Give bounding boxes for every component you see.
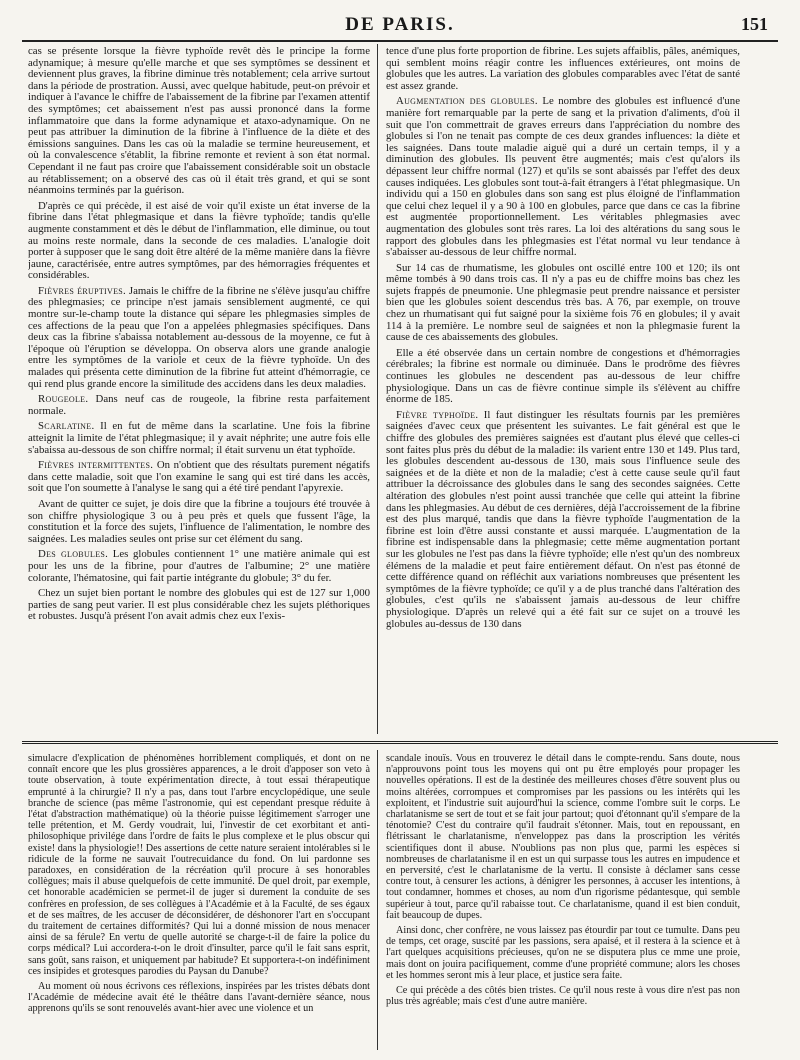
paragraph: cas se présente lorsque la fièvre typhoïde revêt dès le principe la forme adynamique; à mesure qu'elle marche et que ses symptômes se dessinent et deviennent plus graves, la fibrine diminue très notablement; cela arrive surtout dans la période de prostration. Aussi, avec quelque habitude, peut-on prévoir et indiquer à l'avance le chiffre de l'abaissement de la fibrine par l'examen attentif des symptômes; cet abaissement n'est pas aussi prononcé dans la forme inflammatoire que dans la forme adynamique et ataxo-adynamique. On ne peut pas attribuer la diminution de la fibrine à l'influence de la diète et des émissions sanguines. Dans les cas où la maladie se termine heureusement, et où la convalescence s'établit, la fibrine remonte et revient à son état normal. Cependant il ne faut pas croire que l'abaissement considérable soit un obstacle au rétablissement; on a observé des cas où il était très grand, et qui se sont néanmoins terminés par la guérison. xyxy=(28,46,370,197)
page-number: 151 xyxy=(741,14,768,34)
paragraph-text: Les globules contiennent 1° une matière animale qui est pour les uns de la fibrine, pour d'autres de l'albumine; 2° une matière colorante, l'hématosine, qui fait partie intégrante du globule; 3° du fer. xyxy=(28,548,370,584)
paragraph-text: Dans neuf cas de rougeole, la fibrine resta parfaitement normale. xyxy=(28,393,370,417)
column-divider xyxy=(377,44,378,734)
paragraph xyxy=(28,549,370,584)
section-heading: Rougeole. xyxy=(38,393,89,406)
paragraph: Au moment où nous écrivons ces réflexions, inspirées par les tristes débats dont l'Académie de médecine avait été le théâtre dans l'avant-dernière séance, nous apprenons qu'ils se sont renouvelés avant-hier avec une violence et un xyxy=(28,981,370,1015)
paragraph xyxy=(28,394,370,417)
column-divider xyxy=(377,750,378,1050)
paragraph xyxy=(28,460,370,495)
header-rule xyxy=(22,40,778,42)
running-title: DE PARIS. xyxy=(345,14,455,35)
paragraph: simulacre d'explication de phénomènes horriblement compliqués, et dont on ne connaît encore que les plus grossières apparences, a le droit d'apposer son veto à toute observation, à toute expérimentation directe, à tout essai thérapeutique emprunté à la chirurgie? Il n'y a pas, dans tout l'arbre encyclopédique, une seule branche de science (pas même l'astronomie, qui est cependant presque réduite à l'état d'abstraction mathématique) où la théorie puisse légitimement s'arroger une telle prétention, et M. Gerdy voudrait, lui, l'investir de cet exorbitant et anti-philosophique privilége dans l'ordre de faits le plus complexe et le plus obscur qui existe! dans la physiologie!! Des assertions de cette nature seraient intolérables si le ridicule de la forme ne sauvait l'outrecuidance du fond. On lui pardonne ses paradoxes, en considération de la récréation qu'il procure à ses honorables collègues; mais il abuse quelquefois de cette immunité. De quel droit, par exemple, cet honorable académicien se permet-il de juger si durement la conduite de ses confrères en profession, de ses collègues à l'Académie et à la Faculté, de ses égaux et de ses maîtres, de les accuser de déconsidérer, de déshonorer l'art en s'occupant du traitement de certaines difformités? Qui lui a donné mission de nous menacer ainsi de sa férule? En vertu de quelle autorité se charge-t-il de faire la police du corps médical? Lui accordera-t-on le droit d'insulter, parce qu'il le fait sans esprit, sans goût, sans raison, et uniquement par habitude? Et supportera-t-on indéfiniment ces insipides et grotesques parodies du Paysan du Danube? xyxy=(28,753,370,977)
paragraph: Ainsi donc, cher confrère, ne vous laissez pas étourdir par tout ce tumulte. Dans peu de temps, cet orage, suscité par les passions, sera apaisé, et il restera à la science et à l'art quelques acquisitions précieuses, qu'on ne se disputera plus ce mme une proie, mais dont on jouira pacifiquement, comme d'une propriété commune; alors les choses et les hommes seront mis à leur place, et justice sera faite. xyxy=(386,925,740,981)
section-heading: Des globules. xyxy=(38,548,109,561)
page-header xyxy=(28,14,772,40)
section-heading: Scarlatine. xyxy=(38,420,95,433)
paragraph: D'après ce qui précède, il est aisé de voir qu'il existe un état inverse de la fibrine dans l'état phlegmasique et dans la fièvre typhoïde; tandis qu'elle augmente constamment et dès le début de l'inflammation, elle diminue, ou tout au moins reste normale, dans la seconde de ces maladies. L'analogie doit porter à supposer que le sang doit être altéré de la même manière dans la fièvre jaune, caractérisée, entre autres symptômes, par des hémorragies fréquentes et considérables. xyxy=(28,199,370,282)
paragraph: Elle a été observée dans un certain nombre de congestions et d'hémorragies cérébrales; la fibrine est normale ou diminuée. Dans le prodrôme des fièvres continues les globules ne descendent pas au-dessous de leur chiffre physiologique. Dans un cas de fièvre continue simple ils s'élèvent au chiffre énorme de 185. xyxy=(386,346,740,406)
feuilleton-left-column xyxy=(28,753,370,1053)
section-heading: Augmentation des globules. xyxy=(396,95,538,108)
paragraph-text: Il faut distinguer les résultats fournis par les premières saignées d'avec ceux que présentent les suivantes. Le fait général est que le chiffre des globules des premières saignées est d'autant plus élevé que celles-ci sont faites plus près du début de la maladie: ils varient entre 130 et 149. Plus tard, les globules descendent au-dessous de 130, mais sous l'influence seule des saignées et de la diète et non de la maladie; c'est à cette cause seule qu'il faut attribuer la décroissance des globules dans le sang des secondes saignées. Cette altération des globules n'est point aussi tranchée que celle qui atteint la fibrine dans les phlegmasies. Au début de ces dernières, déjà l'accroissement de la fibrine est des plus marqué, tandis que dans la fièvre typhoïde l'augmentation de la fibrine est loin d'être aussi constante et aussi marquée. L'augmentation de la fibrine est indispensable dans la phlegmasie; cette même augmentation portant sur les globules ne l'est pas dans la fièvre typhoïde; elle n'est qu'un des nombreux élémens de la maladie et peut faire entièrement défaut. On n'est pas étonné de cette différence quand on réfléchit aux variations nombreuses que présentent les symptômes de la fièvre typhoïde; ce qu'il y a de plus tranché dans l'altération des globules, c'est qu'ils ne s'abaissent jamais au-dessous de leur chiffre physiologique. D'après un relevé qui a été fait sur ce sujet on a trouvé les globules au-dessus de 130 dans xyxy=(386,408,740,630)
section-heading: Fièvres éruptives. xyxy=(38,284,127,297)
paragraph: scandale inouïs. Vous en trouverez le détail dans le compte-rendu. Sans doute, nous n'approuvons point tous les moyens qui ont pu être employés pour propager les nouvelles opérations. Il est de la destinée des meilleures choses d'être souvent plus ou moins altérées, corrompues et compromises par les passions ou les intérêts qui les exploitent, et l'industrie suit aujourd'hui la science, comme l'ombre suit le corps. Le charlatanisme se sert de tout et se fait jour partout; quoi d'étonnant qu'il s'empare de la ténotomie? C'est du contraire qu'il faudrait s'étonner. Mais, tout en repoussant, en flétrissant le charlatanisme, n'enveloppez pas dans la proscription les vérités scientifiques dont il abuse. N'oublions pas non plus que, parmi les espèces si nombreuses de charlatanisme il en est un qui surpasse tous les autres en impudence et en perversité, c'est le charlatanisme de la vertu. Il consiste à déclamer sans cesse contre tout, à censurer les actions, à dénigrer les personnes, à accuser les intentions, à tout condamner, hommes et choses, au nom d'un rigorisme pédantesque, qui semble supérieur à tout, parce qu'il rabaisse tout. Ce charlatanisme, quand il est bien conduit, fait beaucoup de dupes. xyxy=(386,753,740,921)
paragraph xyxy=(28,286,370,390)
paragraph: tence d'une plus forte proportion de fibrine. Les sujets affaiblis, pâles, anémiques, qui semblent moins réagir contre les influences extérieures, ont moins de globules que les autres. La variation des globules comparables avec l'état de santé est assez grande. xyxy=(386,46,740,92)
paragraph: Sur 14 cas de rhumatisme, les globules ont oscillé entre 100 et 120; ils ont même tombés à 90 dans trois cas. Il n'y a pas eu de chiffre moins bas chez les sujets frappés de pneumonie. Une phlegmasie peut prendre naissance et persister bien que les globules soient descendus très bas. A 76, par exemple, on trouve chez un rhumatisant qui fut saigné pour la sixième fois 76 en globules; il y avait 114 à la première. Le nombre seul de saignées et non la phlegmasie furent la cause de ces abaissements des globules. xyxy=(386,261,740,344)
paragraph xyxy=(28,421,370,456)
feuilleton-right-column xyxy=(386,753,740,1053)
right-column xyxy=(386,46,740,731)
feuilleton-separator xyxy=(22,741,778,744)
paragraph: Chez un sujet bien portant le nombre des globules qui est de 127 sur 1,000 parties de sang peut varier. Il est plus considérable chez les sujets pléthoriques et robustes. Jusqu'à présent l'on avait admis chez eux l'exis- xyxy=(28,587,370,623)
paragraph-text: Il en fut de même dans la scarlatine. Une fois la fibrine atteignit la limite de l'état phlegmasique; il y avait néphrite; une autre fois elle s'abaissa au-dessous de son chiffre normal; il était survenu un état typhoïde. xyxy=(28,420,370,456)
section-heading: Fièvre typhoïde. xyxy=(396,408,479,421)
paragraph xyxy=(386,96,740,258)
left-column xyxy=(28,46,370,731)
paragraph: Avant de quitter ce sujet, je dois dire que la fibrine a toujours été trouvée à son chiffre physiologique 3 ou à peu près et quels que fussent l'âge, la constitution et la force des sujets, l'influence de l'alimentation, le nombre des saignées. Les maladies seules ont prise sur cet élément du sang. xyxy=(28,497,370,545)
paragraph-text: Jamais le chiffre de la fibrine ne s'élève jusqu'au chiffre des phlegmasies; ce principe n'est jamais sensiblement augmenté, ce qui montre sur-le-champ toute la distance qui sépare les phlegmasies simples de ces affections de la peau que l'on a appelées phlegmasies spécifiques. Dans deux cas la fibrine s'abaissa notablement au-dessous de la moyenne, ce fut à l'époque où l'éruption se développa. On observa alors une grande analogie entre les symptômes de la variole et ceux de la fièvre typhoïde. Un des malades qui présenta cette diminution de la fibrine fut atteint d'hémorragie, ce qui rend plus grande encore la similitude des accidens dans les deux maladies. xyxy=(28,284,370,390)
paragraph-text: On n'obtient que des résultats purement négatifs dans cette maladie, soit que l'on examine le sang qui est tiré dans les accès, soit que l'on soumette à l'analyse le sang qui a été tiré pendant l'apyrexie. xyxy=(28,459,370,495)
paragraph-text: Le nombre des globules est influencé d'une manière fort remarquable par la perte de sang et la privation d'aliments, d'où il suit que l'on commettrait de graves erreurs dans l'appréciation du nombre des globules si l'on ne tenait pas compte de ces deux grandes influences: la diète et les saignées. Dans toute maladie aiguë qui a duré un certain temps, il y a diminution des globules. Ils peuvent être augmentés; mais c'est qu'alors ils dépassent leur chiffre normal (127) et qu'ils se sont abaissés par l'effet des deux causes indiquées. Les globules sont tout-à-fait étrangers à l'état phlegmasique. Un individu qui a 150 en globules dans son sang est plus éloigné de l'inflammation que celui chez lequel il y a 90 à 100 en globules, parce que dans ce cas la fibrine est augmentée proportionnellement. Les véritables phlegmasies avec augmentation des globules sont très rares. La loi des altérations du sang sous le rapport des globules dans les phlegmasies est l'état normal vu leur tendance à s'abaisser au-dessous de leur chiffre normal. xyxy=(386,95,740,259)
paragraph: Ce qui précède a des côtés bien tristes. Ce qu'il nous reste à vous dire n'est pas non plus très agréable; mais c'est d'une autre manière. xyxy=(386,985,740,1008)
section-heading: Fièvres intermittentes. xyxy=(38,459,154,472)
paragraph xyxy=(386,410,740,630)
